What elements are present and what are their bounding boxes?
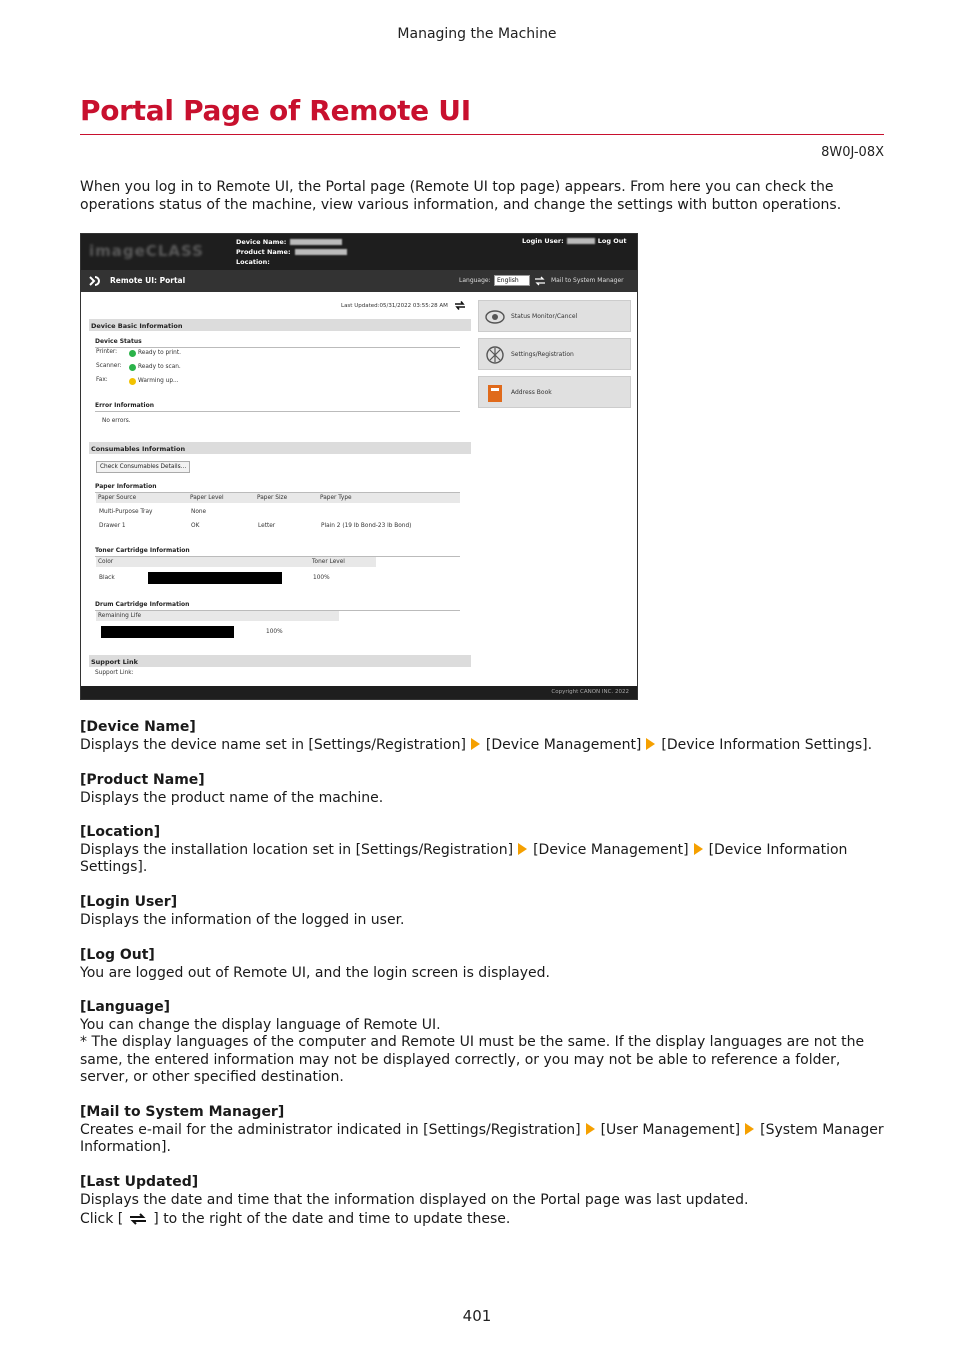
fax-status: Warming up... — [138, 378, 179, 384]
item-text: Click [ — [80, 1211, 124, 1227]
paper-cell: Multi-Purpose Tray — [99, 509, 153, 515]
title-rule — [80, 134, 884, 135]
item-location — [80, 824, 890, 877]
refresh-icon[interactable] — [453, 300, 467, 311]
language-select[interactable]: English — [494, 275, 530, 286]
paper-cell: None — [191, 509, 207, 515]
location-label: Location: — [236, 258, 270, 266]
item-body: You are logged out of Remote UI, and the login screen is displayed. — [80, 964, 550, 981]
settings-registration-label: Settings/Registration — [511, 351, 574, 358]
item-text: ] to the right of the date and time to update these. — [153, 1211, 511, 1227]
item-text: [Device Information Settings]. — [80, 841, 848, 875]
mail-to-system-manager-link[interactable]: Mail to System Manager — [551, 277, 624, 284]
item-heading: [Mail to System Manager] — [80, 1104, 285, 1120]
status-monitor-label: Status Monitor/Cancel — [511, 313, 578, 320]
item-heading: [Login User] — [80, 894, 178, 910]
item-body: Displays the information of the logged in user. — [80, 911, 405, 928]
paper-cell: OK — [191, 523, 200, 529]
item-text: Creates e-mail for the administrator indicated in [Settings/Registration] — [80, 1121, 581, 1138]
item-text: [User Management] — [600, 1121, 741, 1138]
item-product-name — [80, 772, 890, 807]
device-name-value-redacted — [290, 239, 342, 245]
login-area — [522, 237, 627, 245]
item-heading: [Last Updated] — [80, 1174, 199, 1190]
item-note: * The display languages of the computer and Remote UI must be the same. If the display languages are not the same, the entered information may not be displayed correctly, or you may not be able to reference a folder, server, or other specified destination. — [80, 1034, 865, 1085]
toner-info-header: Toner Cartridge Information — [95, 547, 460, 557]
item-mail-to-system-manager — [80, 1104, 890, 1157]
arrow-icon — [745, 1123, 754, 1135]
item-text: [Device Management] — [485, 736, 642, 753]
paper-col-level: Paper Level — [190, 495, 224, 501]
drum-col-life: Remaining Life — [98, 613, 142, 619]
item-body: You can change the display language of Remote UI. — [80, 1016, 441, 1033]
device-basic-info-header: Device Basic Information — [89, 319, 471, 331]
arrow-icon — [646, 738, 655, 750]
fax-status-dot — [129, 378, 136, 385]
item-body — [80, 1122, 890, 1157]
item-last-updated — [80, 1174, 890, 1229]
toner-color: Black — [99, 575, 115, 581]
device-name-label: Device Name: — [236, 238, 287, 246]
page-title: Portal Page of Remote UI — [80, 94, 471, 127]
address-book-label: Address Book — [511, 389, 552, 396]
settings-registration-button[interactable] — [478, 338, 631, 370]
device-status-header: Device Status — [95, 338, 460, 348]
item-text: Displays the installation location set in [Settings/Registration] — [80, 841, 514, 858]
item-text: [Device Information Settings]. — [661, 736, 873, 753]
support-link-header: Support Link — [89, 655, 471, 667]
login-user-redacted — [567, 238, 595, 244]
toner-level-bar — [148, 572, 282, 584]
item-body: Displays the date and time that the information displayed on the Portal page was last updated. — [80, 1191, 749, 1208]
toner-col-level: Toner Level — [312, 559, 345, 565]
last-updated-text: Last Updated:05/31/2022 03:55:28 AM — [341, 303, 448, 309]
check-consumables-button[interactable]: Check Consumables Details... — [96, 461, 190, 473]
item-click-line — [80, 1211, 890, 1229]
toner-col-color: Color — [98, 559, 114, 565]
item-heading: [Device Name] — [80, 719, 196, 735]
item-heading: [Location] — [80, 824, 161, 840]
item-log-out — [80, 947, 890, 982]
printer-label: Printer: — [96, 349, 118, 355]
portal-title: Remote UI: Portal — [110, 276, 186, 285]
paper-cell: Drawer 1 — [99, 523, 126, 529]
scanner-status-dot — [129, 364, 136, 371]
status-monitor-button[interactable] — [478, 300, 631, 332]
remote-ui-screenshot — [80, 233, 638, 700]
arrow-icon — [518, 843, 527, 855]
item-login-user — [80, 894, 890, 929]
paper-info-header: Paper Information — [95, 483, 460, 493]
doc-code: 8W0J-08X — [821, 145, 884, 160]
mail-icon[interactable] — [534, 275, 546, 287]
paper-col-source: Paper Source — [98, 495, 137, 501]
error-info-header: Error Information — [95, 402, 460, 412]
item-heading: [Language] — [80, 999, 171, 1015]
arrow-icon — [694, 843, 703, 855]
scanner-status: Ready to scan. — [138, 364, 181, 370]
no-errors-text: No errors. — [102, 418, 131, 424]
eye-icon — [484, 306, 506, 328]
copyright-text: Copyright CANON INC. 2022 — [551, 689, 629, 695]
settings-icon — [484, 344, 506, 366]
brand-logo: imageCLASS — [89, 242, 204, 260]
language-label: Language: — [459, 277, 491, 284]
item-body: Displays the product name of the machine. — [80, 789, 384, 806]
item-body — [80, 842, 890, 877]
support-link-label: Support Link: — [95, 670, 134, 676]
toner-level: 100% — [313, 575, 330, 581]
drum-info-header: Drum Cartridge Information — [95, 601, 460, 611]
running-header: Managing the Machine — [397, 26, 557, 42]
logout-link[interactable]: Log Out — [597, 237, 627, 245]
portal-title-bar — [81, 270, 637, 292]
item-heading: [Log Out] — [80, 947, 155, 963]
product-name-label: Product Name: — [236, 248, 291, 256]
paper-cell: Letter — [258, 523, 276, 529]
consumables-info-header: Consumables Information — [89, 442, 471, 454]
product-name-value-redacted — [295, 249, 347, 255]
printer-status-dot — [129, 350, 136, 357]
paper-col-size: Paper Size — [257, 495, 288, 501]
drum-level-bar — [101, 626, 234, 638]
item-text: [Device Management] — [533, 841, 689, 858]
screenshot-footer — [81, 686, 637, 699]
screenshot-top-bar — [81, 234, 637, 270]
address-book-icon — [484, 382, 506, 404]
intro-paragraph: When you log in to Remote UI, the Portal page (Remote UI top page) appears. From here you can check the operations status of the machine, view various information, and change the settings with button operations. — [80, 179, 842, 213]
item-text: [System Manager Information]. — [80, 1121, 884, 1155]
drum-level: 100% — [266, 629, 283, 635]
item-body — [80, 737, 890, 755]
item-text: Displays the device name set in [Settings/Registration] — [80, 736, 466, 753]
paper-cell: Plain 2 (19 lb Bond-23 lb Bond) — [321, 523, 412, 529]
item-heading: [Product Name] — [80, 772, 205, 788]
arrow-icon — [471, 738, 480, 750]
scanner-label: Scanner: — [96, 363, 122, 369]
address-book-button[interactable] — [478, 376, 631, 408]
refresh-icon — [127, 1212, 149, 1226]
item-language — [80, 999, 890, 1087]
item-device-name — [80, 719, 890, 754]
page-number: 401 — [462, 1307, 492, 1325]
device-info-block — [236, 237, 347, 267]
login-user-label: Login User: — [522, 237, 564, 245]
arrow-icon — [586, 1123, 595, 1135]
remote-ui-logo-icon — [87, 274, 101, 288]
paper-col-type: Paper Type — [320, 495, 352, 501]
printer-status: Ready to print. — [138, 350, 181, 356]
fax-label: Fax: — [96, 377, 108, 383]
